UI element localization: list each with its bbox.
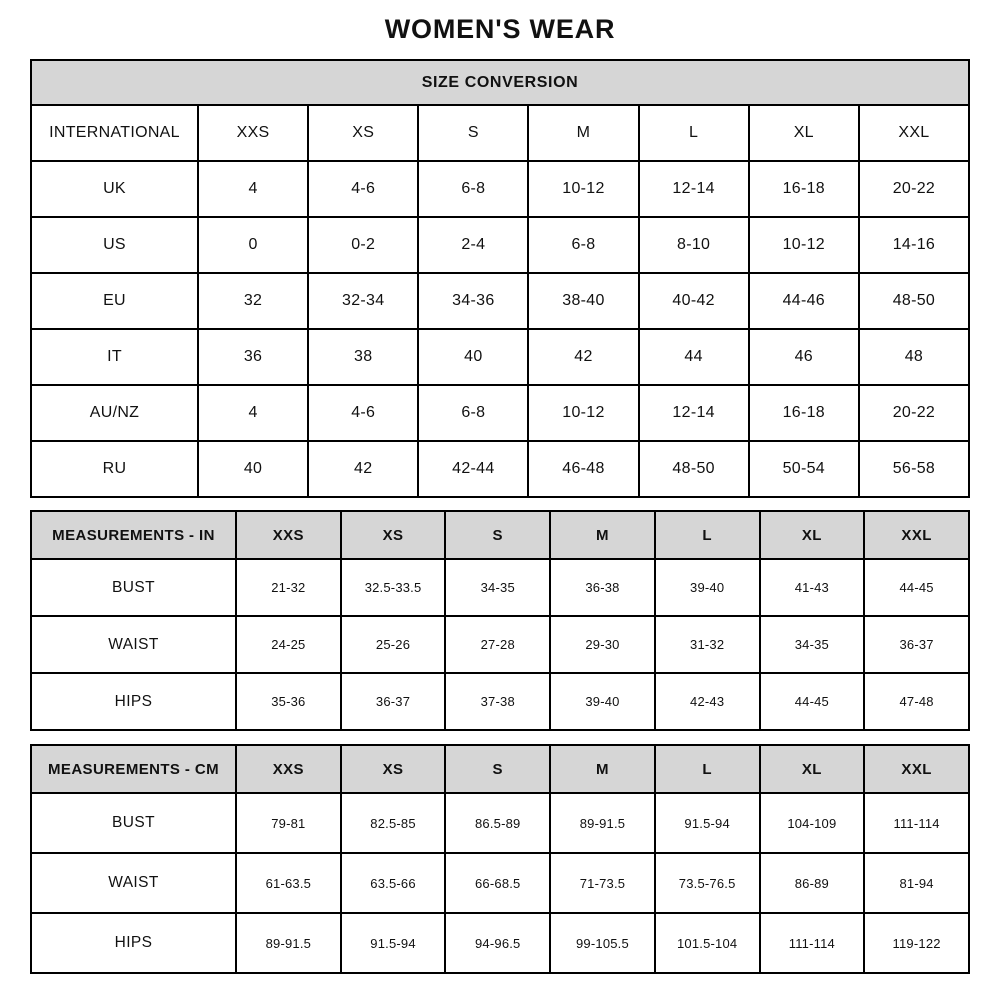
cell-value: 34-35 [760, 616, 865, 673]
cell-value: 14-16 [859, 217, 969, 273]
cell-value: 91.5-94 [655, 793, 760, 853]
row-label: HIPS [31, 913, 236, 973]
cell-value: XXS [198, 105, 308, 161]
cell-value: 10-12 [528, 161, 638, 217]
cell-value: 12-14 [639, 385, 749, 441]
cell-value: 111-114 [760, 913, 865, 973]
cell-value: 4-6 [308, 161, 418, 217]
row-label: RU [31, 441, 198, 497]
table-row [31, 616, 969, 673]
measurements-in-table [30, 510, 970, 731]
cell-value: 89-91.5 [550, 793, 655, 853]
table-header-row [31, 745, 969, 793]
size-header: XS [341, 511, 446, 559]
cell-value: 42-44 [418, 441, 528, 497]
size-header: M [550, 511, 655, 559]
cell-value: 66-68.5 [445, 853, 550, 913]
cell-value: 4 [198, 161, 308, 217]
cell-value: 10-12 [749, 217, 859, 273]
cell-value: 12-14 [639, 161, 749, 217]
row-label: BUST [31, 793, 236, 853]
cell-value: 44-45 [864, 559, 969, 616]
cell-value: 35-36 [236, 673, 341, 730]
table-row [31, 217, 969, 273]
cell-value: 6-8 [418, 385, 528, 441]
cell-value: 56-58 [859, 441, 969, 497]
row-label: HIPS [31, 673, 236, 730]
cell-value: 8-10 [639, 217, 749, 273]
cell-value: 2-4 [418, 217, 528, 273]
cell-value: 34-36 [418, 273, 528, 329]
cell-value: 38-40 [528, 273, 638, 329]
cell-value: 94-96.5 [445, 913, 550, 973]
table-row [31, 793, 969, 853]
cell-value: 41-43 [760, 559, 865, 616]
table-row [31, 161, 969, 217]
row-label: UK [31, 161, 198, 217]
table-row [31, 385, 969, 441]
cell-value: 101.5-104 [655, 913, 760, 973]
cell-value: 4 [198, 385, 308, 441]
cell-value: 24-25 [236, 616, 341, 673]
measurements-in-header: MEASUREMENTS - IN [31, 511, 236, 559]
cell-value: 20-22 [859, 161, 969, 217]
size-header: XXL [864, 745, 969, 793]
cell-value: 16-18 [749, 161, 859, 217]
table-row [31, 913, 969, 973]
cell-value: 25-26 [341, 616, 446, 673]
page-title: WOMEN'S WEAR [384, 14, 616, 44]
cell-value: 4-6 [308, 385, 418, 441]
cell-value: 34-35 [445, 559, 550, 616]
row-label: IT [31, 329, 198, 385]
cell-value: 44 [639, 329, 749, 385]
cell-value: 89-91.5 [236, 913, 341, 973]
size-header: S [445, 745, 550, 793]
cell-value: 99-105.5 [550, 913, 655, 973]
cell-value: 39-40 [550, 673, 655, 730]
cell-value: 73.5-76.5 [655, 853, 760, 913]
cell-value: 79-81 [236, 793, 341, 853]
row-label: WAIST [31, 616, 236, 673]
cell-value: 0 [198, 217, 308, 273]
cell-value: 27-28 [445, 616, 550, 673]
size-header: XXS [236, 511, 341, 559]
cell-value: M [528, 105, 638, 161]
cell-value: S [418, 105, 528, 161]
cell-value: 81-94 [864, 853, 969, 913]
cell-value: 48-50 [639, 441, 749, 497]
cell-value: 86-89 [760, 853, 865, 913]
table-row [31, 441, 969, 497]
row-label: EU [31, 273, 198, 329]
table-header-row [31, 511, 969, 559]
cell-value: 42-43 [655, 673, 760, 730]
cell-value: 46 [749, 329, 859, 385]
cell-value: 10-12 [528, 385, 638, 441]
cell-value: 6-8 [418, 161, 528, 217]
size-header: L [655, 511, 760, 559]
row-label: INTERNATIONAL [31, 105, 198, 161]
cell-value: 39-40 [655, 559, 760, 616]
cell-value: 71-73.5 [550, 853, 655, 913]
size-header: XS [341, 745, 446, 793]
cell-value: 36-38 [550, 559, 655, 616]
cell-value: 0-2 [308, 217, 418, 273]
row-label: AU/NZ [31, 385, 198, 441]
size-header: XXS [236, 745, 341, 793]
cell-value: 46-48 [528, 441, 638, 497]
cell-value: 38 [308, 329, 418, 385]
row-label: BUST [31, 559, 236, 616]
size-conversion-header: SIZE CONVERSION [31, 60, 969, 105]
cell-value: 40 [198, 441, 308, 497]
size-conversion-table [30, 59, 970, 498]
cell-value: 36-37 [864, 616, 969, 673]
cell-value: 37-38 [445, 673, 550, 730]
cell-value: 31-32 [655, 616, 760, 673]
cell-value: 44-45 [760, 673, 865, 730]
cell-value: XXL [859, 105, 969, 161]
cell-value: 32 [198, 273, 308, 329]
table-row [31, 105, 969, 161]
cell-value: 29-30 [550, 616, 655, 673]
cell-value: 36-37 [341, 673, 446, 730]
row-label: US [31, 217, 198, 273]
cell-value: 119-122 [864, 913, 969, 973]
cell-value: XS [308, 105, 418, 161]
table-row [31, 273, 969, 329]
cell-value: 16-18 [749, 385, 859, 441]
table-row [31, 329, 969, 385]
size-header: XL [760, 511, 865, 559]
measurements-cm-table [30, 744, 970, 974]
table-row [31, 673, 969, 730]
cell-value: 42 [308, 441, 418, 497]
cell-value: 32-34 [308, 273, 418, 329]
cell-value: 50-54 [749, 441, 859, 497]
table-row [31, 853, 969, 913]
cell-value: 82.5-85 [341, 793, 446, 853]
cell-value: 48 [859, 329, 969, 385]
size-header: S [445, 511, 550, 559]
cell-value: 20-22 [859, 385, 969, 441]
row-label: WAIST [31, 853, 236, 913]
cell-value: L [639, 105, 749, 161]
table-row [31, 559, 969, 616]
cell-value: XL [749, 105, 859, 161]
size-header: L [655, 745, 760, 793]
cell-value: 44-46 [749, 273, 859, 329]
cell-value: 104-109 [760, 793, 865, 853]
cell-value: 40-42 [639, 273, 749, 329]
size-header: XXL [864, 511, 969, 559]
cell-value: 36 [198, 329, 308, 385]
size-header: M [550, 745, 655, 793]
cell-value: 48-50 [859, 273, 969, 329]
cell-value: 91.5-94 [341, 913, 446, 973]
cell-value: 61-63.5 [236, 853, 341, 913]
measurements-cm-header: MEASUREMENTS - CM [31, 745, 236, 793]
cell-value: 6-8 [528, 217, 638, 273]
cell-value: 42 [528, 329, 638, 385]
cell-value: 40 [418, 329, 528, 385]
size-header: XL [760, 745, 865, 793]
cell-value: 21-32 [236, 559, 341, 616]
cell-value: 111-114 [864, 793, 969, 853]
table-banner-row [31, 60, 969, 105]
cell-value: 63.5-66 [341, 853, 446, 913]
cell-value: 86.5-89 [445, 793, 550, 853]
cell-value: 32.5-33.5 [341, 559, 446, 616]
cell-value: 47-48 [864, 673, 969, 730]
